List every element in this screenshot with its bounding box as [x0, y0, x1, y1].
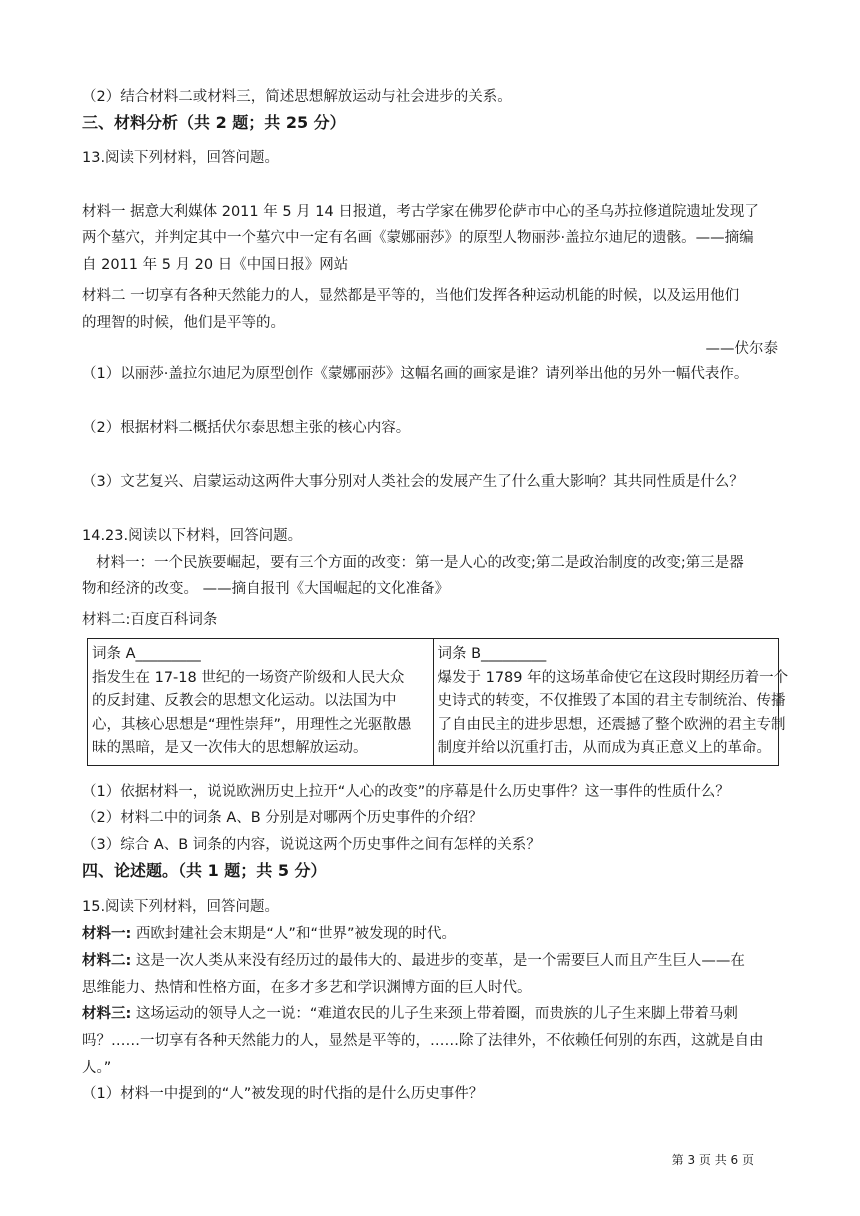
q15-stem: 15.阅读下列材料，回答问题。: [82, 899, 280, 915]
entry-b-line: 史诗式的转变，不仅推毁了本国的君主专制统治、传播: [437, 693, 786, 709]
q15-material1-text: 西欧封建社会末期是“人”和“世界”被发现的时代。: [131, 926, 456, 942]
q15-material3-line1: [82, 1004, 738, 1024]
q13-sub3: （3）文艺复兴、启蒙运动这两件大事分别对人类社会的发展产生了什么重大影响？其共同性质是什么？: [82, 474, 744, 490]
entry-a-line: 指发生在 17-18 世纪的一场资产阶级和人民大众: [92, 669, 405, 686]
q15-material2-line1: [82, 951, 745, 971]
q13-material2-line1: 材料二 一切享有各种天然能力的人，显然都是平等的，当他们发挥各种运动机能的时候，以及运用他们: [82, 288, 740, 304]
q13-stem: 13.阅读下列材料，回答问题。: [82, 150, 280, 166]
q13-sub2: （2）根据材料二概括伏尔泰思想主张的核心内容。: [82, 420, 411, 436]
q15-sub1: （1）材料一中提到的“人”被发现的时代指的是什么历史事件？: [82, 1086, 484, 1102]
entry-a-cell: [88, 639, 434, 766]
q14-sub3: （3）综合 A、B 词条的内容，说说这两个历史事件之间有怎样的关系？: [82, 837, 541, 853]
page-number: 第 3 页 共 6 页: [671, 1153, 754, 1167]
q15-material3-line2: 吗？……一切享有各种天然能力的人，显然是平等的，……除了法律外，不依赖任何别的东西，这就是自由: [82, 1033, 764, 1049]
entry-b-cell: [433, 639, 789, 766]
baike-entries-table: [87, 638, 789, 766]
q15-material2-text: 这是一次人类从来没有经历过的最伟大的、最进步的变革，是一个需要巨人而且产生巨人——在: [131, 953, 745, 969]
q14-material1-line2: 物和经济的改变。 ——摘自报刊《大国崛起的文化准备》: [82, 581, 450, 597]
q14-stem: 14.23.阅读以下材料，回答问题。: [82, 528, 303, 544]
entry-b-title: 词条 B_________: [437, 646, 547, 662]
q13-material1-line2: 两个墓穴，并判定其中一个墓穴中一定有名画《蒙娜丽莎》的原型人物丽莎·盖拉尔迪尼的遗骸。——摘编: [82, 230, 754, 246]
q13-sub1: （1）以丽莎·盖拉尔迪尼为原型创作《蒙娜丽莎》这幅名画的画家是谁？请列举出他的另外一幅代表作。: [82, 366, 749, 382]
q12-sub2: （2）结合材料二或材料三，简述思想解放运动与社会进步的关系。: [82, 89, 512, 105]
q13-material1-line1: 材料一 据意大利媒体 2011 年 5 月 14 日报道，考古学家在佛罗伦萨市中心的圣乌苏拉修道院遗址发现了: [82, 204, 759, 220]
q15-material2-line2: 思维能力、热情和性格方面，在多才多艺和学识渊博方面的巨人时代。: [82, 980, 532, 996]
entry-b-line: 爆发于 1789 年的这场革命使它在这段时期经历着一个: [437, 669, 789, 686]
section-four-heading: 四、论述题。（共 1 题；共 5 分）: [82, 861, 327, 880]
q13-material1-line3: 自 2011 年 5 月 20 日《中国日报》网站: [82, 257, 349, 273]
entry-a-line: 昧的黑暗，是又一次伟大的思想解放运动。: [92, 740, 368, 756]
entry-a-title: 词条 A_________: [92, 646, 201, 662]
q14-sub1: （1）依据材料一，说说欧洲历史上拉开“人心的改变”的序幕是什么历史事件？这一事件的性质什么？: [82, 784, 730, 800]
q15-material1: [82, 924, 456, 944]
q15-material3-line3: 人。”: [82, 1060, 112, 1076]
q15-material3-label: 材料三:: [82, 1006, 132, 1022]
q13-material2-source: ——伏尔泰: [705, 341, 778, 357]
q15-material1-label: 材料一:: [82, 926, 132, 942]
q13-material2-line2: 的理智的时候，他们是平等的。: [82, 315, 285, 331]
entry-b-line: 制度并给以沉重打击，从而成为真正意义上的革命。: [437, 740, 771, 756]
q14-material2-label: 材料二:百度百科词条: [82, 612, 218, 628]
q14-sub2: （2）材料二中的词条 A、B 分别是对哪两个历史事件的介绍？: [82, 810, 483, 826]
q15-material2-label: 材料二:: [82, 953, 132, 969]
q15-material3-text: 这场运动的领导人之一说：“难道农民的儿子生来颈上带着圈，而贵族的儿子生来脚上带着马刺: [131, 1006, 738, 1022]
entry-b-line: 了自由民主的进步思想，还震撼了整个欧洲的君主专制: [437, 716, 786, 733]
q14-material1-line1: 材料一：一个民族要崛起，要有三个方面的改变：第一是人心的改变;第二是政治制度的改变;第三是器: [96, 555, 744, 571]
entry-a-line: 心，其核心思想是“理性崇拜”，用理性之光驱散愚: [92, 716, 412, 733]
section-three-heading: 三、材料分析（共 2 题；共 25 分）: [82, 113, 346, 132]
entry-a-line: 的反封建、反教会的思想文化运动。以法国为中: [92, 693, 397, 709]
